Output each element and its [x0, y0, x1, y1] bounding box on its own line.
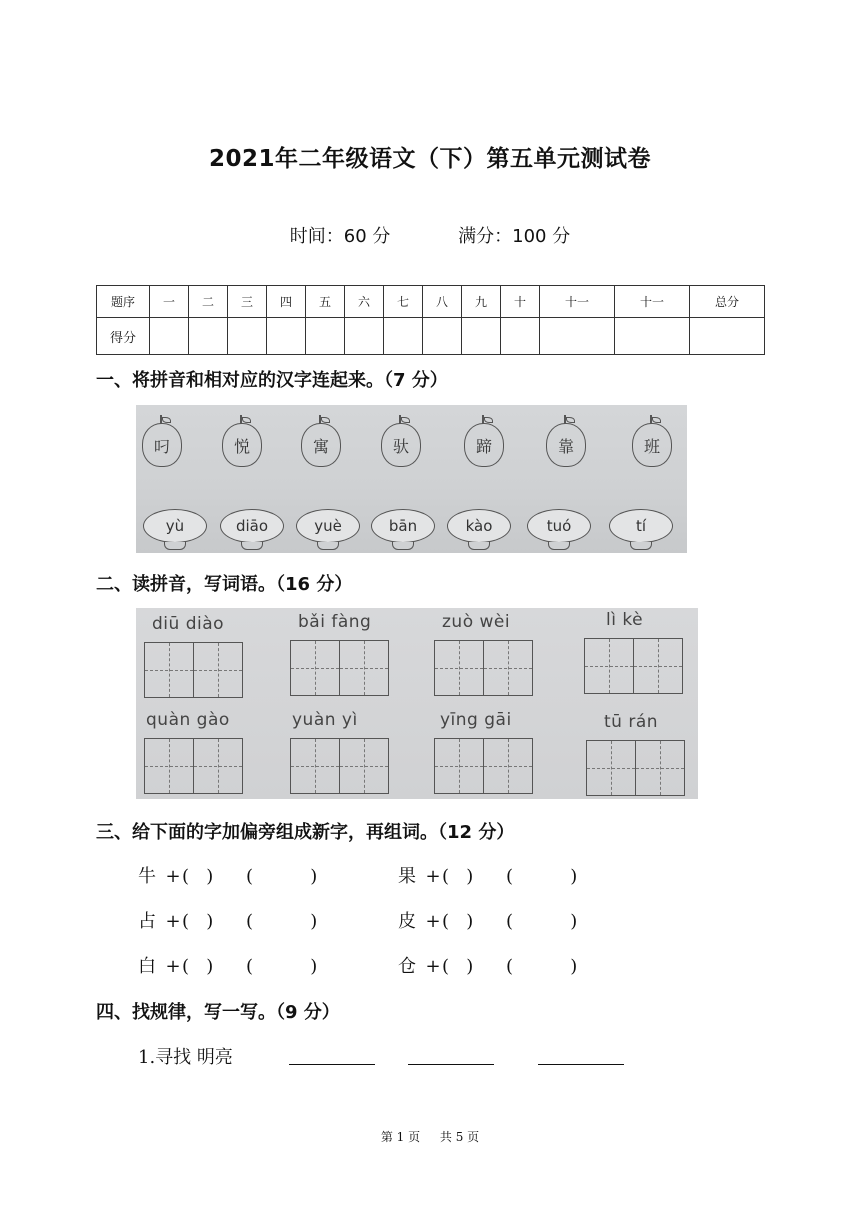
word-pinyin: tū rán [604, 712, 659, 732]
plate-pinyin: diāo [220, 509, 284, 543]
radical-blank[interactable]: ( ) [442, 866, 474, 887]
plate-pinyin: tuó [527, 509, 591, 543]
section2-heading: 二、读拼音，写词语。（16 分） [96, 574, 353, 595]
score-col: 一 [150, 286, 189, 318]
apple-char: 寓 [301, 423, 341, 467]
plate-pinyin: bān [371, 509, 435, 543]
radical-item [398, 907, 600, 933]
score-col: 十一 [614, 286, 689, 318]
word-pinyin: diū diào [152, 614, 225, 634]
page-number: 第 1 页 [380, 1130, 421, 1144]
plus-sign: + [425, 911, 441, 932]
full-score: 满分：100 分 [458, 226, 571, 247]
tianzige-grid[interactable] [584, 638, 683, 694]
section4-item1: 1.寻找 明亮 [138, 1047, 233, 1068]
plus-sign: + [425, 956, 441, 977]
base-char: 皮 [398, 911, 416, 932]
radical-item [398, 862, 600, 888]
word-pinyin: bǎi fàng [298, 612, 372, 632]
base-char: 果 [398, 866, 416, 887]
section2-writing-photo [136, 608, 698, 799]
answer-blank[interactable] [408, 1064, 494, 1065]
plate-pinyin: tí [609, 509, 673, 543]
score-col: 四 [267, 286, 306, 318]
plus-sign: + [165, 866, 181, 887]
base-char: 牛 [138, 866, 156, 887]
score-cell[interactable] [614, 318, 689, 355]
score-col: 十 [501, 286, 540, 318]
score-col: 三 [228, 286, 267, 318]
score-cell[interactable] [462, 318, 501, 355]
word-blank[interactable]: ( ) [506, 956, 578, 977]
score-table [96, 285, 765, 355]
answer-blank[interactable] [538, 1064, 624, 1065]
word-blank[interactable]: ( ) [246, 866, 318, 887]
word-pinyin: zuò wèi [442, 612, 511, 632]
radical-item [398, 952, 600, 978]
score-cell[interactable] [189, 318, 228, 355]
plate-pinyin: yuè [296, 509, 360, 543]
apple-char: 悦 [222, 423, 262, 467]
page-footer [0, 1128, 860, 1145]
apple-char: 班 [632, 423, 672, 467]
tianzige-grid[interactable] [586, 740, 685, 796]
word-blank[interactable]: ( ) [246, 956, 318, 977]
score-row-label: 得分 [97, 318, 150, 355]
radical-item [138, 952, 340, 978]
tianzige-grid[interactable] [144, 642, 243, 698]
tianzige-grid[interactable] [144, 738, 243, 794]
word-blank[interactable]: ( ) [246, 911, 318, 932]
tianzige-grid[interactable] [290, 640, 389, 696]
score-row-label: 题序 [97, 286, 150, 318]
section1-matching-photo [136, 405, 687, 553]
radical-blank[interactable]: ( ) [442, 911, 474, 932]
plate-pinyin: kào [447, 509, 511, 543]
plate-pinyin: yù [143, 509, 207, 543]
score-col: 六 [345, 286, 384, 318]
radical-item [138, 862, 340, 888]
section4-heading: 四、找规律，写一写。（9 分） [96, 1002, 340, 1023]
score-col: 九 [462, 286, 501, 318]
base-char: 占 [138, 911, 156, 932]
score-col: 十一 [540, 286, 615, 318]
radical-blank[interactable]: ( ) [182, 956, 214, 977]
plus-sign: + [165, 911, 181, 932]
score-col: 八 [423, 286, 462, 318]
radical-blank[interactable]: ( ) [182, 911, 214, 932]
word-pinyin: yīng gāi [440, 710, 512, 730]
section1-heading: 一、将拼音和相对应的汉字连起来。（7 分） [96, 370, 448, 391]
score-cell[interactable] [501, 318, 540, 355]
word-pinyin: quàn gào [146, 710, 230, 730]
apple-char: 靠 [546, 423, 586, 467]
score-cell[interactable] [345, 318, 384, 355]
exam-meta [0, 222, 860, 248]
base-char: 仓 [398, 956, 416, 977]
plus-sign: + [425, 866, 441, 887]
section3-heading: 三、给下面的字加偏旁组成新字，再组词。（12 分） [96, 822, 515, 843]
page-title: 2021年二年级语文（下）第五单元测试卷 [208, 146, 651, 172]
score-col-total: 总分 [689, 286, 764, 318]
score-cell[interactable] [423, 318, 462, 355]
apple-char: 蹄 [464, 423, 504, 467]
word-blank[interactable]: ( ) [506, 866, 578, 887]
score-cell[interactable] [540, 318, 615, 355]
page-total: 共 5 页 [439, 1130, 480, 1144]
tianzige-grid[interactable] [290, 738, 389, 794]
plus-sign: + [165, 956, 181, 977]
tianzige-grid[interactable] [434, 738, 533, 794]
score-cell[interactable] [267, 318, 306, 355]
word-pinyin: lì kè [606, 610, 644, 630]
radical-blank[interactable]: ( ) [442, 956, 474, 977]
score-col: 七 [384, 286, 423, 318]
apple-char: 叼 [142, 423, 182, 467]
score-cell[interactable] [150, 318, 189, 355]
apple-char: 驮 [381, 423, 421, 467]
answer-blank[interactable] [289, 1064, 375, 1065]
radical-blank[interactable]: ( ) [182, 866, 214, 887]
word-blank[interactable]: ( ) [506, 911, 578, 932]
score-table-header-row [97, 286, 765, 318]
score-col: 五 [306, 286, 345, 318]
score-cell[interactable] [228, 318, 267, 355]
radical-item [138, 907, 340, 933]
score-col: 二 [189, 286, 228, 318]
word-pinyin: yuàn yì [292, 710, 358, 730]
tianzige-grid[interactable] [434, 640, 533, 696]
score-cell[interactable] [384, 318, 423, 355]
base-char: 白 [138, 956, 156, 977]
time-limit: 时间：60 分 [289, 226, 391, 247]
score-cell-total[interactable] [689, 318, 764, 355]
score-cell[interactable] [306, 318, 345, 355]
score-table-score-row [97, 318, 765, 355]
